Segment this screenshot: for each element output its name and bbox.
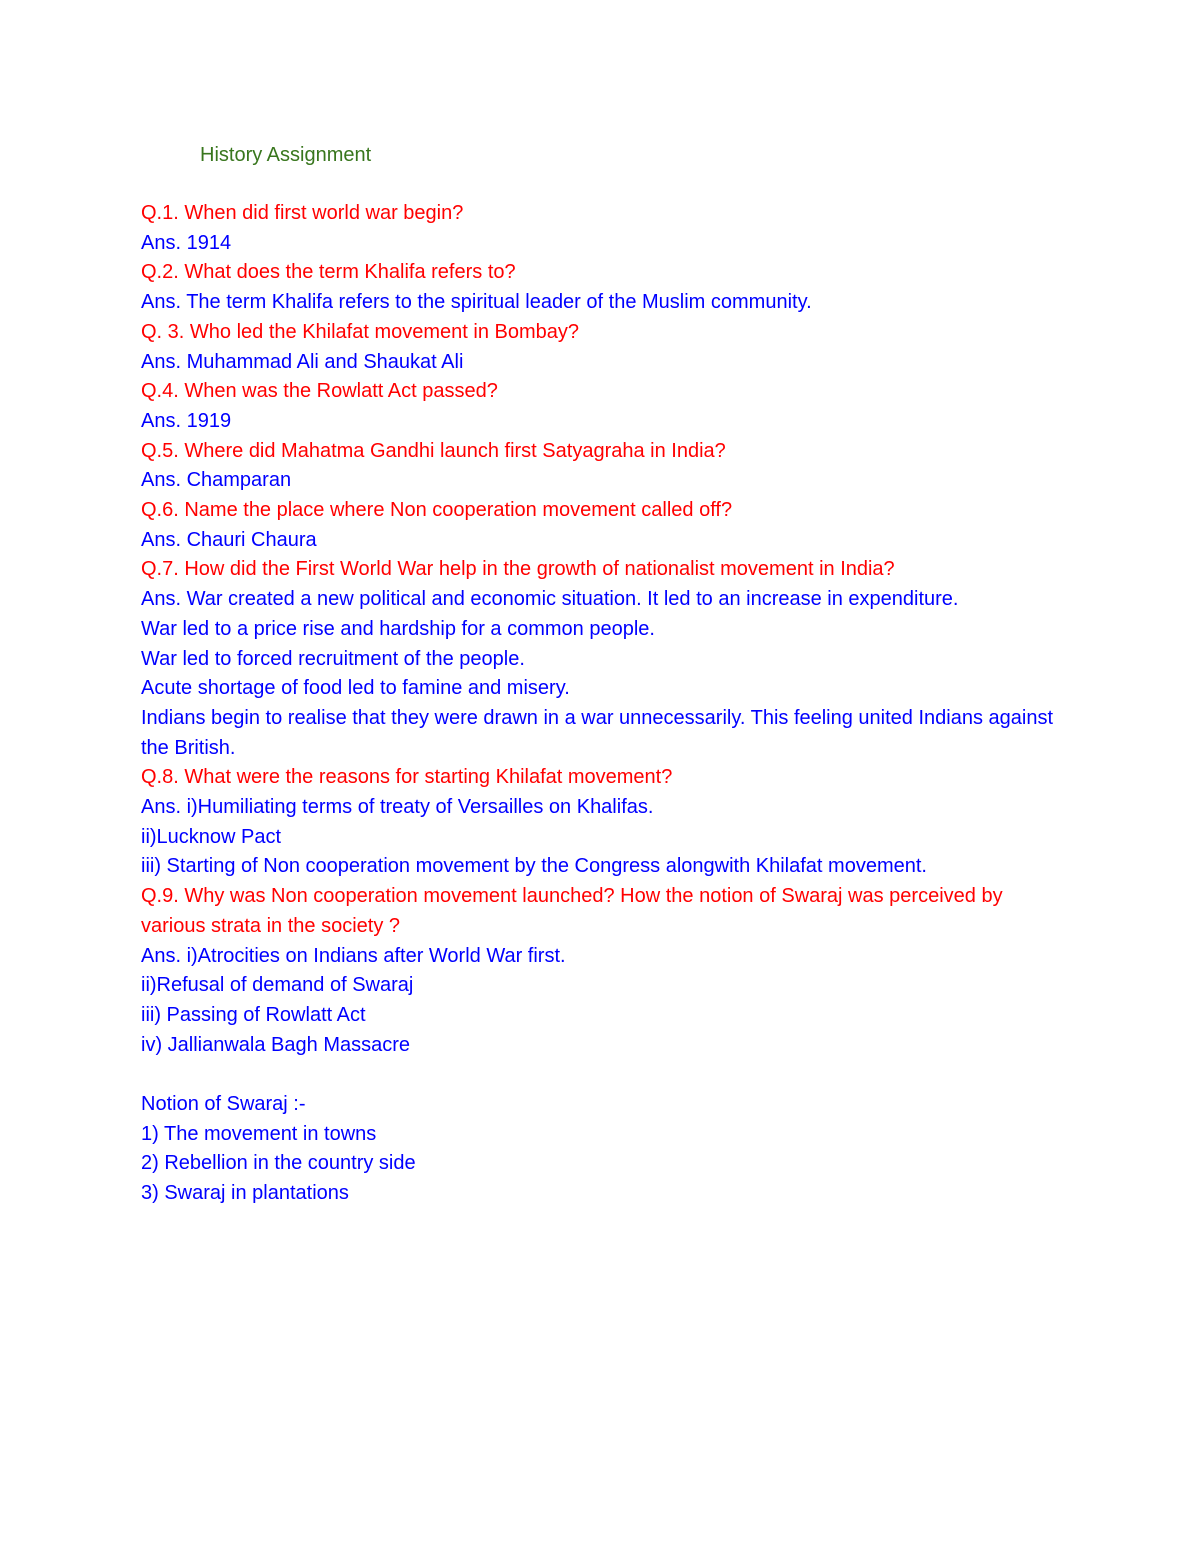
question-line: Q.2. What does the term Khalifa refers to? xyxy=(141,261,516,284)
document-body xyxy=(141,199,1071,1209)
question-line: Q.5. Where did Mahatma Gandhi launch first Satyagraha in India? xyxy=(141,439,726,462)
blank-line xyxy=(141,1060,1071,1090)
answer-line: 2) Rebellion in the country side xyxy=(141,1152,416,1175)
answer-line: Ans. Chauri Chaura xyxy=(141,528,317,551)
answer-line: Notion of Swaraj :- xyxy=(141,1093,306,1116)
answer-line: Indians begin to realise that they were drawn in a war unnecessarily. This feeling united Indians against the British. xyxy=(141,706,1059,759)
answer-line: Ans. i)Atrocities on Indians after World War first. xyxy=(141,944,566,967)
answer-line: Ans. War created a new political and economic situation. It led to an increase in expenditure. xyxy=(141,588,959,611)
answer-line: iii) Passing of Rowlatt Act xyxy=(141,1003,366,1026)
question-line: Q.6. Name the place where Non cooperation movement called off? xyxy=(141,499,733,522)
answer-line: ii)Lucknow Pact xyxy=(141,825,282,848)
question-line: Q. 3. Who led the Khilafat movement in Bombay? xyxy=(141,320,579,343)
question-line: Q.9. Why was Non cooperation movement launched? How the notion of Swaraj was perceived by various strata in the society ? xyxy=(141,885,1009,937)
answer-line: Ans. 1919 xyxy=(141,409,232,432)
answer-line: iv) Jallianwala Bagh Massacre xyxy=(141,1033,411,1056)
question-line: Q.4. When was the Rowlatt Act passed? xyxy=(141,380,498,403)
question-line: Q.8. What were the reasons for starting Khilafat movement? xyxy=(141,766,673,789)
answer-line: War led to a price rise and hardship for a common people. xyxy=(141,617,655,640)
question-line: Q.7. How did the First World War help in the growth of nationalist movement in India? xyxy=(141,558,895,581)
answer-line: Ans. i)Humiliating terms of treaty of Versailles on Khalifas. xyxy=(141,796,654,819)
answer-line: Ans. The term Khalifa refers to the spiritual leader of the Muslim community. xyxy=(141,291,812,314)
answer-line: Acute shortage of food led to famine and misery. xyxy=(141,677,570,700)
answer-line: 1) The movement in towns xyxy=(141,1122,377,1145)
answer-line: 3) Swaraj in plantations xyxy=(141,1182,349,1205)
answer-line: War led to forced recruitment of the people. xyxy=(141,647,525,670)
document-title: History Assignment xyxy=(200,144,372,166)
answer-line: iii) Starting of Non cooperation movement by the Congress alongwith Khilafat movement. xyxy=(141,855,927,878)
answer-line: Ans. 1914 xyxy=(141,231,232,254)
answer-line: ii)Refusal of demand of Swaraj xyxy=(141,974,414,997)
question-line: Q.1. When did first world war begin? xyxy=(141,202,464,224)
answer-line: Ans. Muhammad Ali and Shaukat Ali xyxy=(141,350,464,373)
answer-line: Ans. Champaran xyxy=(141,469,292,492)
